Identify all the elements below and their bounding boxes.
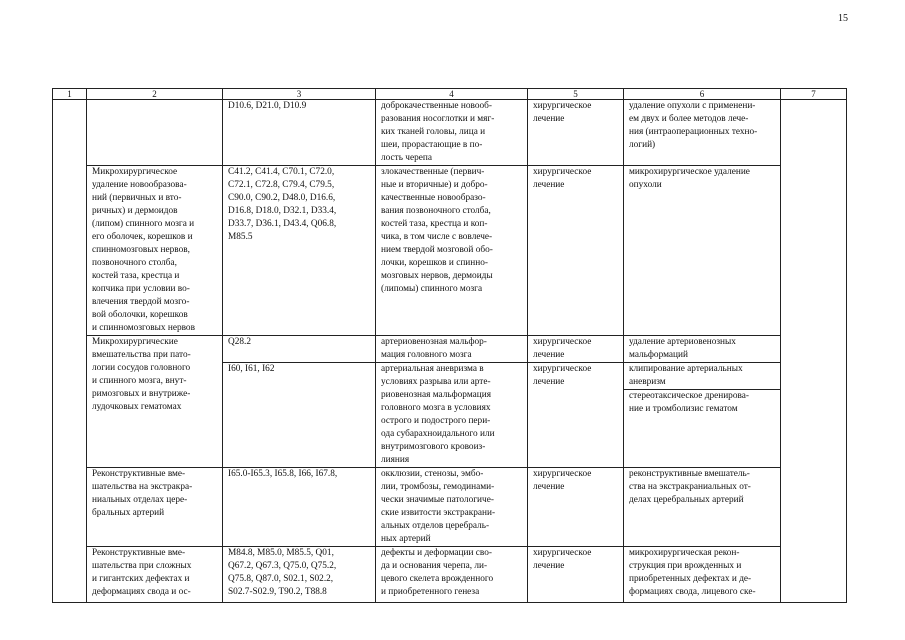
treatment-method-stereotactic: стереотаксическое дренирова- ние и тромболизис гематом <box>624 389 780 416</box>
icd-codes-cell: Q28.2 <box>223 336 376 363</box>
column-header-1: 1 <box>53 89 87 100</box>
treatment-method-cell: микрохирургическая рекон- струкция при врожденных и приобретенных дефектах и де- формациях свода, лицевого ске- <box>624 547 781 603</box>
column-1-cell <box>53 100 87 603</box>
treatment-type-cell: хирургическое лечение <box>528 100 624 166</box>
patient-model-cell: злокачественные (первич- ные и вторичные) и добро- качественные новообразо- вания позвоночного столба, костей таза, крестца и коп- чика, в том числе с вовлече- нием твердой мозговой обо- лочки, корешков и спинно- мозговых нервов, дермоиды (липомы) спинного мозга <box>376 166 528 336</box>
column-header-2: 2 <box>87 89 223 100</box>
patient-model-cell: артериальная аневризма в условиях разрыва или арте- риовенозная мальформация головного мозга в условиях острого и подострого пери- ода субарахноидального или внутримозгового кровоиз- лияния <box>376 363 528 468</box>
treatment-method-cell: удаление артериовенозных мальформаций <box>624 336 781 363</box>
column-header-4: 4 <box>376 89 528 100</box>
treatment-method-cell: микрохирургическое удаление опухоли <box>624 166 781 336</box>
column-header-5: 5 <box>528 89 624 100</box>
icd-codes-cell: I60, I61, I62 <box>223 363 376 468</box>
table-row <box>53 336 847 363</box>
treatment-method-cell <box>624 363 781 468</box>
column-header-7: 7 <box>781 89 847 100</box>
table-row <box>53 100 847 166</box>
method-name-cell: Микрохирургическое удаление новообразова- ний (первичных и вто- ричных) и дермоидов (липом) спинного мозга и его оболочек, корешков и спинномозговых нервов, позвоночного столба, костей таза, крестца и копчика при условии во- влечения твердой мозго- вой оболочки, корешков и спинномозговых нервов <box>87 166 223 336</box>
method-name-cell <box>87 100 223 166</box>
treatment-type-cell: хирургическое лечение <box>528 166 624 336</box>
icd-codes-cell: C41.2, C41.4, C70.1, C72.0, C72.1, C72.8, C79.4, C79.5, C90.0, C90.2, D48.0, D16.6, D16.8, D18.0, D32.1, D33.4, D33.7, D36.1, D43.4, Q06.8, M85.5 <box>223 166 376 336</box>
treatment-method-cell: удаление опухоли с применени- ем двух и более методов лече- ния (интраоперационных техно- логий) <box>624 100 781 166</box>
icd-codes-cell: I65.0-I65.3, I65.8, I66, I67.8, <box>223 468 376 547</box>
table-header-row <box>53 89 847 100</box>
treatment-method-clipping: клипирование артериальных аневризм <box>629 364 743 387</box>
column-header-3: 3 <box>223 89 376 100</box>
icd-codes-cell: D10.6, D21.0, D10.9 <box>223 100 376 166</box>
patient-model-cell: артериовенозная мальфор- мация головного мозга <box>376 336 528 363</box>
icd-codes-cell: M84.8, M85.0, M85.5, Q01, Q67.2, Q67.3, Q75.0, Q75.2, Q75.8, Q87.0, S02.1, S02.2, S02.7-S02.9, T90.2, T88.8 <box>223 547 376 603</box>
patient-model-cell: окклюзии, стенозы, эмбо- лии, тромбозы, гемодинами- чески значимые патологиче- ские извитости экстракрани- альных отделов церебраль- ных артерий <box>376 468 528 547</box>
table-row <box>53 166 847 336</box>
treatment-method-cell: реконструктивные вмешатель- ства на экстракраниальных от- делах церебральных артерий <box>624 468 781 547</box>
method-name-cell: Микрохирургические вмешательства при пато- логии сосудов головного и спинного мозга, внут- римозговых и внутриже- лудочковых гематомах <box>87 336 223 468</box>
patient-model-cell: доброкачественные новооб- разования носоглотки и мяг- ких тканей головы, лица и шеи, прорастающие в по- лость черепа <box>376 100 528 166</box>
treatment-type-cell: хирургическое лечение <box>528 547 624 603</box>
table-row <box>53 547 847 603</box>
page-number: 15 <box>838 13 848 24</box>
method-name-cell: Реконструктивные вме- шательства при сложных и гигантских дефектах и деформациях свода и ос- <box>87 547 223 603</box>
treatment-type-cell: хирургическое лечение <box>528 468 624 547</box>
column-7-cell <box>781 100 847 603</box>
treatment-type-cell: хирургическое лечение <box>528 336 624 363</box>
method-name-cell: Реконструктивные вме- шательства на экстракра- ниальных отделах цере- бральных артерий <box>87 468 223 547</box>
treatment-table <box>52 88 847 603</box>
patient-model-cell: дефекты и деформации сво- да и основания черепа, ли- цевого скелета врожденного и приобретенного генеза <box>376 547 528 603</box>
column-header-6: 6 <box>624 89 781 100</box>
treatment-type-cell: хирургическое лечение <box>528 363 624 468</box>
table-row <box>53 468 847 547</box>
